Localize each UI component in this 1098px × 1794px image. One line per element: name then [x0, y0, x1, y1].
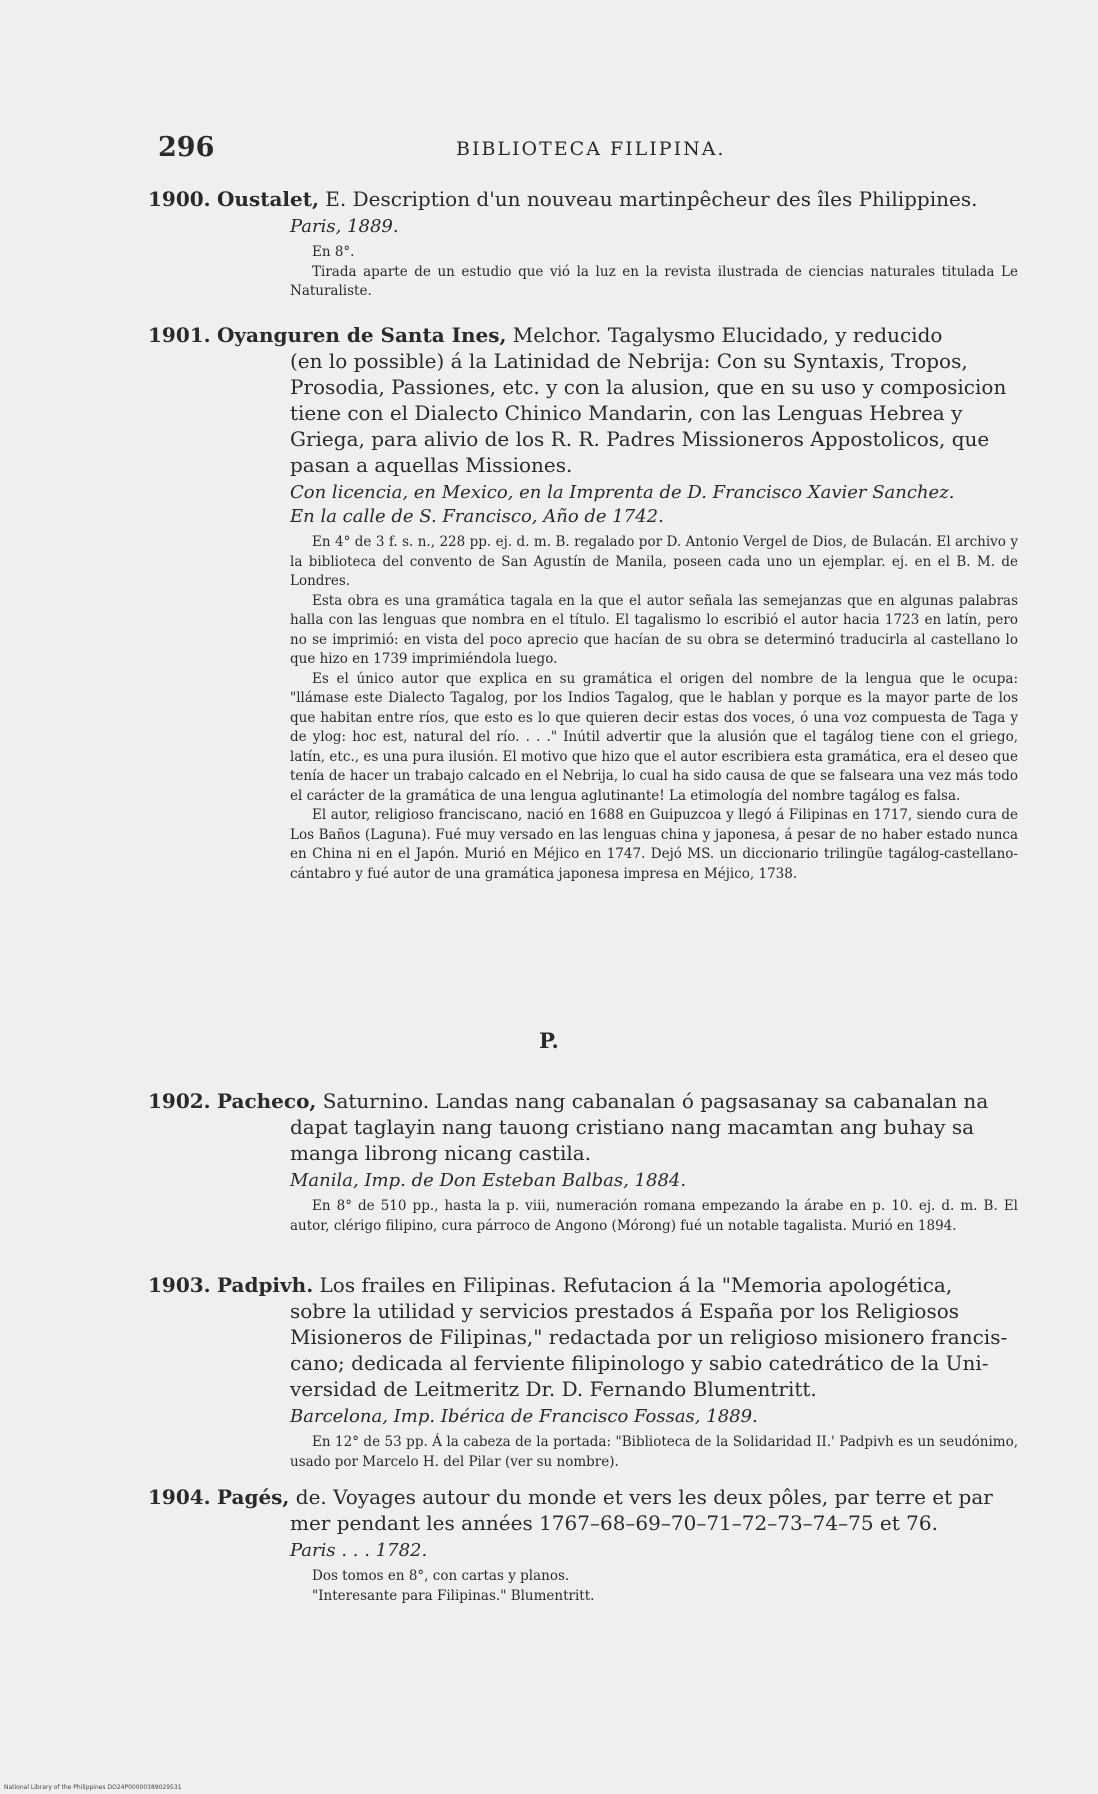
- title-line: dapat taglayin nang tauong cristiano nang macamtan ang buhay sa: [290, 1115, 975, 1139]
- entry-author: Pagés,: [217, 1485, 290, 1509]
- entry-notes: [148, 533, 1018, 884]
- title-line: sobre la utilidad y servicios prestados á España por los Religiosos: [290, 1299, 960, 1323]
- running-title: BIBLIOTECA FILIPINA.: [456, 138, 726, 160]
- note-paragraph: En 4° de 3 f. s. n., 228 pp. ej. d. m. B. regalado por D. Antonio Vergel de Dios, de Bulacán. El archivo y la biblioteca del convento de San Agustín de Manila, poseen cada uno un ejemplar. ej. en el B. M. de Londres.: [290, 534, 1018, 589]
- note-paragraph: Tirada aparte de un estudio que vió la luz en la revista ilustrada de ciencias naturales titulada Le Naturaliste.: [290, 263, 1018, 299]
- title-line: mer pendant les années 1767–68–69–70–71–72–73–74–75 et 76.: [290, 1511, 938, 1535]
- entry-author: Oustalet,: [217, 187, 319, 211]
- entry-notes: [148, 243, 1018, 302]
- entry-1900: [148, 186, 1018, 302]
- title-line: Prosodia, Passiones, etc. y con la alusion, que en su uso y composicion: [290, 375, 1007, 399]
- title-line: cano; dedicada al ferviente filipinologo y sabio catedrático de la Uni-: [290, 1351, 989, 1375]
- entry-author: Padpivh.: [217, 1273, 314, 1297]
- entry-number: 1901.: [148, 323, 211, 347]
- note-paragraph: Dos tomos en 8°, con cartas y planos.: [312, 1568, 570, 1584]
- note-paragraph: El autor, religioso franciscano, nació en 1688 en Guipuzcoa y llegó á Filipinas en 1717, siendo cura de Los Baños (Laguna). Fué muy versado en las lenguas china y japonesa, á pesar de no haber estado nunca en China ni en el Japón. Murió en Méjico en 1747. Dejó MS. un diccionario trilingüe tagálog-castellano-cántabro y fué autor de una gramática japonesa impresa en Méjico, 1738.: [290, 807, 1018, 882]
- note-paragraph: Esta obra es una gramática tagala en la que el autor señala las semejanzas que en algunas palabras halla con las lenguas que nombra en el título. El tagalismo lo escribió el autor hacia 1723 en latín, pero no se imprimió: en vista del poco aprecio que hacían de su obra se determinó traducirla al castellano lo que hizo en 1739 imprimiéndola luego.: [290, 592, 1018, 667]
- title-line: versidad de Leitmeritz Dr. D. Fernando Blumentritt.: [290, 1377, 817, 1401]
- entry-number: 1903.: [148, 1273, 211, 1297]
- entry-notes: [148, 1567, 1018, 1606]
- page-header: [158, 132, 1038, 166]
- entry-number: 1904.: [148, 1485, 211, 1509]
- title-line: Misioneros de Filipinas," redactada por un religioso misionero francis-: [290, 1325, 1008, 1349]
- entry-title: Los frailes en Filipinas. Refutacion á la "Memoria apologética,: [313, 1273, 953, 1297]
- entry-number: 1900.: [148, 187, 211, 211]
- title-line: (en lo possible) á la Latinidad de Nebrija: Con su Syntaxis, Tropos,: [290, 349, 968, 373]
- entry-author: Pacheco,: [217, 1089, 317, 1113]
- section-letter: P.: [539, 1028, 559, 1053]
- note-paragraph: "Interesante para Filipinas." Blumentritt.: [312, 1587, 595, 1604]
- entry-title: Saturnino. Landas nang cabanalan ó pagsasanay sa cabanalan na: [316, 1089, 989, 1113]
- note-paragraph: En 12° de 53 pp. Á la cabeza de la portada: "Biblioteca de la Solidaridad II.' Padpivh es un seudónimo, usado por Marcelo H. del Pilar (ver su nombre).: [290, 1434, 1018, 1470]
- title-line: tiene con el Dialecto Chinico Mandarin, con las Lenguas Hebrea y: [290, 401, 963, 425]
- entry-imprint: Paris, 1889.: [290, 216, 399, 237]
- entry-number: 1902.: [148, 1089, 211, 1113]
- entry-title: E. Description d'un nouveau martinpêcheur des îles Philippines.: [318, 187, 978, 211]
- entry-imprint: Con licencia, en Mexico, en la Imprenta de D. Francisco Xavier Sanchez.: [290, 482, 955, 503]
- entry-notes: [148, 1197, 1018, 1236]
- note-paragraph: En 8°.: [312, 244, 355, 260]
- entry-1903: [148, 1272, 1018, 1472]
- title-line: pasan a aquellas Missiones.: [290, 453, 573, 477]
- entry-title: Melchor. Tagalysmo Elucidado, y reducido: [506, 323, 943, 347]
- entry-imprint: Manila, Imp. de Don Esteban Balbas, 1884.: [290, 1170, 687, 1191]
- note-paragraph: En 8° de 510 pp., hasta la p. viii, numeración romana empezando la árabe en p. 10. ej. d. m. B. El autor, clérigo filipino, cura párroco de Angono (Mórong) fué un notable tagalista. Murió en 1894.: [290, 1198, 1018, 1234]
- entry-notes: [148, 1433, 1018, 1472]
- entry-1901: [148, 322, 1018, 884]
- title-line: Griega, para alivio de los R. R. Padres Missioneros Appostolicos, que: [290, 427, 990, 451]
- entry-title: de. Voyages autour du monde et vers les deux pôles, par terre et par: [289, 1485, 993, 1509]
- page-number: 296: [158, 132, 215, 163]
- entry-imprint: En la calle de S. Francisco, Año de 1742.: [290, 506, 664, 527]
- entry-author: Oyanguren de Santa Ines,: [217, 323, 507, 347]
- note-paragraph: Es el único autor que explica en su gramática el origen del nombre de la lengua que le ocupa: "llámase este Dialecto Tagalog, por los Indios Tagalog, que le hablan y porque es la mayor parte de los que habitan entre ríos, que esto es lo que quieren decir estas dos voces, ó una voz compuesta de Taga y de ylog: hoc est, natural del río. . . ." Inútil advertir que la alusión que el tagálog tiene con el griego, latín, etc., es una pura ilusión. El motivo que hizo que el autor escribiera esta gramática, era el deseo que tenía de hacer un trabajo calcado en el Nebrija, lo cual ha sido causa de que se falseara una vez más todo el carácter de la gramática de una lengua aglutinante! La etimología del nombre tagálog es falsa.: [290, 670, 1018, 804]
- title-line: manga librong nicang castila.: [290, 1141, 592, 1165]
- scan-footer: National Library of the Philippines DO24P00000389029531: [4, 1784, 182, 1791]
- entry-imprint: Paris . . . 1782.: [290, 1540, 428, 1561]
- entry-1902: [148, 1088, 1018, 1236]
- entry-imprint: Barcelona, Imp. Ibérica de Francisco Fossas, 1889.: [290, 1406, 758, 1427]
- entry-1904: [148, 1484, 1018, 1606]
